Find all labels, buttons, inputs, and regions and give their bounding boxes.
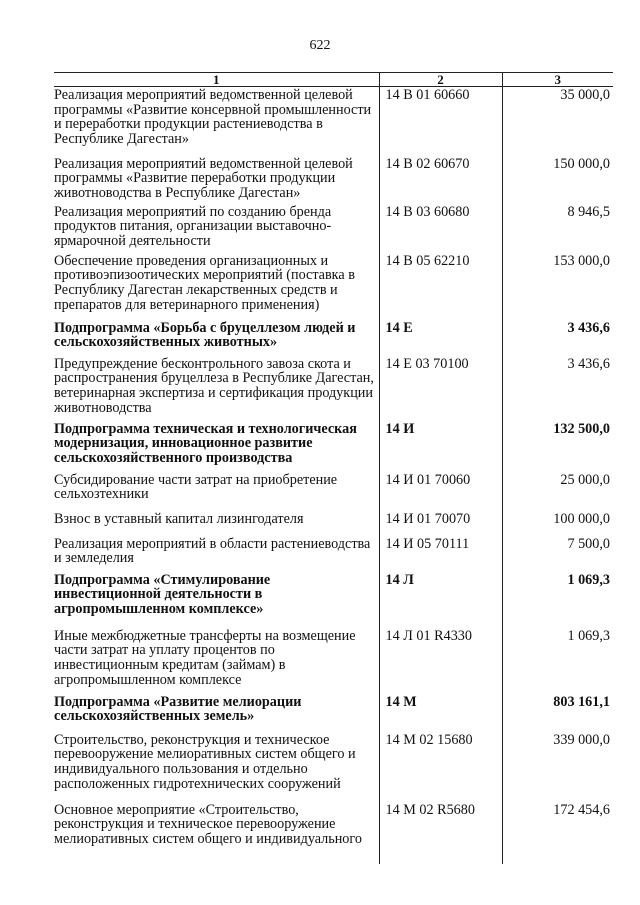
table-row — [54, 732, 613, 802]
table-row — [54, 253, 613, 320]
row-name: Реализация мероприятий ведомственной целевой программы «Развитие консервной промышленности и переработки продукции растениеводства в Республике Дагестан» — [54, 87, 372, 148]
row-amount: 132 500,0 — [502, 421, 613, 472]
row-code: 14 И — [379, 421, 502, 472]
column-header-2: 2 — [379, 73, 502, 87]
row-code: 14 В 05 62210 — [379, 253, 502, 320]
row-name: Подпрограмма «Борьба с бруцеллезом людей и сельскохозяйственных животных» — [54, 319, 356, 351]
row-name: Подпрограмма «Развитие мелиорации сельскохозяйственных земель» — [54, 693, 302, 725]
row-code: 14 И 01 70060 — [379, 472, 502, 511]
row-amount: 3 436,6 — [502, 356, 613, 421]
row-code: 14 И 05 70111 — [379, 536, 502, 572]
table-row — [54, 204, 613, 253]
row-amount: 1 069,3 — [502, 572, 613, 628]
table-row — [54, 472, 613, 511]
page-number: 622 — [309, 38, 331, 53]
row-name: Субсидирование части затрат на приобретение сельхозтехники — [54, 471, 338, 503]
row-name: Реализация мероприятий в области растениеводства и земледелия — [54, 535, 371, 567]
table-row — [54, 87, 613, 156]
table-row — [54, 802, 613, 864]
row-name: Подпрограмма «Стимулирование инвестиционной деятельности в агропромышленном комплексе» — [54, 571, 271, 617]
row-code: 14 Л 01 R4330 — [379, 628, 502, 694]
row-amount: 25 000,0 — [502, 472, 613, 511]
row-name: Взнос в уставный капитал лизингодателя — [54, 510, 304, 527]
row-name: Подпрограмма техническая и технологическая модернизация, инновационное развитие сельскохозяйственного производства — [54, 420, 357, 466]
table-row — [54, 694, 613, 732]
table-row — [54, 536, 613, 572]
table-row — [54, 511, 613, 536]
row-amount: 7 500,0 — [502, 536, 613, 572]
table-row — [54, 356, 613, 421]
header-row — [54, 73, 613, 87]
row-amount: 35 000,0 — [502, 87, 613, 156]
row-name: Строительство, реконструкция и техническое перевооружение мелиоративных систем общего и индивидуального пользования и отдельно расположенных гидротехнических сооружений — [54, 731, 356, 792]
row-code: 14 И 01 70070 — [379, 511, 502, 536]
row-name: Основное мероприятие «Строительство, реконструкция и техническое перевооружение мелиоративных систем общего и индивидуального — [54, 801, 362, 847]
row-amount: 803 161,1 — [502, 694, 613, 732]
budget-table — [54, 72, 613, 864]
row-name: Предупреждение бесконтрольного завоза скота и распространения бруцеллеза в Республике Дагестан, ветеринарная экспертиза и сертификация продукции животноводства — [54, 355, 374, 416]
row-code: 14 В 01 60660 — [379, 87, 502, 156]
row-amount: 1 069,3 — [502, 628, 613, 694]
row-amount: 339 000,0 — [502, 732, 613, 802]
table-row — [54, 156, 613, 204]
row-amount: 8 946,5 — [502, 204, 613, 253]
row-code: 14 М — [379, 694, 502, 732]
row-name: Реализация мероприятий ведомственной целевой программы «Развитие переработки продукции животноводства в Республике Дагестан» — [54, 155, 353, 201]
table-row — [54, 628, 613, 694]
row-name: Обеспечение проведения организационных и противоэпизоотических мероприятий (поставка в Республику Дагестан лекарственных средств и препаратов для ветеринарного применения) — [54, 252, 355, 313]
row-name: Иные межбюджетные трансферты на возмещение части затрат на уплату процентов по инвестиционным кредитам (займам) в агропромышленном комплексе — [54, 627, 356, 688]
table-row — [54, 572, 613, 628]
table-row — [54, 421, 613, 472]
table-row — [54, 320, 613, 356]
row-amount: 172 454,6 — [502, 802, 613, 864]
row-code: 14 В 03 60680 — [379, 204, 502, 253]
column-header-3: 3 — [502, 73, 613, 87]
row-amount: 150 000,0 — [502, 156, 613, 204]
row-amount: 153 000,0 — [502, 253, 613, 320]
row-code: 14 В 02 60670 — [379, 156, 502, 204]
row-code: 14 Е 03 70100 — [379, 356, 502, 421]
row-amount: 3 436,6 — [502, 320, 613, 356]
row-amount: 100 000,0 — [502, 511, 613, 536]
column-header-1: 1 — [54, 73, 379, 87]
row-code: 14 М 02 15680 — [379, 732, 502, 802]
row-code: 14 Л — [379, 572, 502, 628]
row-code: 14 М 02 R5680 — [379, 802, 502, 864]
row-code: 14 Е — [379, 320, 502, 356]
row-name: Реализация мероприятий по созданию бренда продуктов питания, организации выставочно-ярмарочной деятельности — [54, 203, 332, 249]
